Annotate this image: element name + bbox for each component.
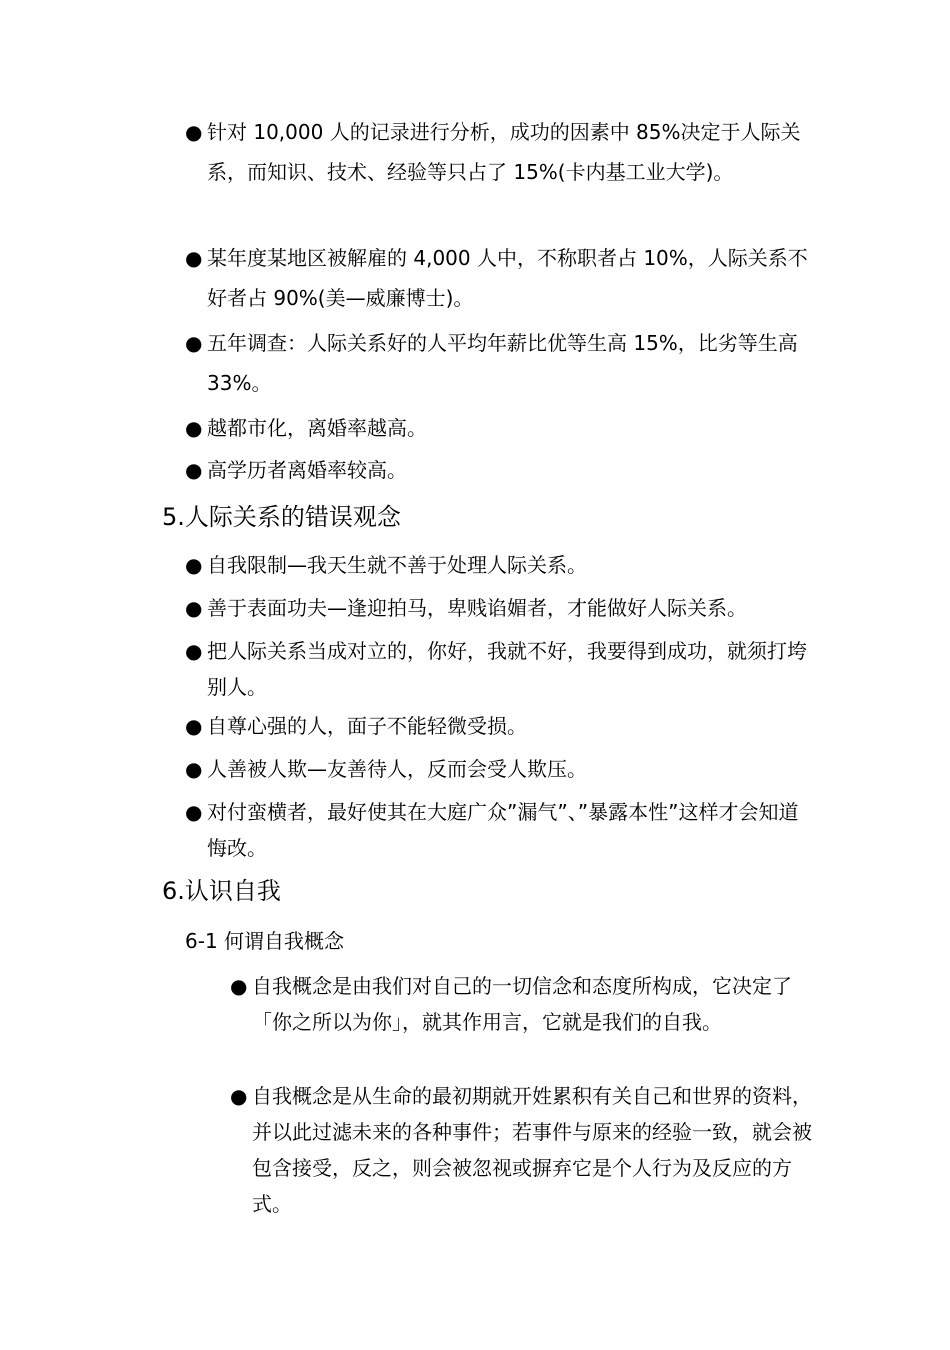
section-heading: 6.认识自我 — [162, 877, 281, 905]
list-item-text: 自我限制—我天生就不善于处理人际关系。 — [207, 553, 587, 577]
bullet-icon: ● — [230, 974, 248, 998]
section-heading: 5.人际关系的错误观念 — [162, 503, 401, 531]
list-item — [185, 794, 815, 866]
bullet-icon: ● — [185, 596, 203, 620]
list-item — [185, 749, 815, 789]
list-item — [185, 238, 815, 318]
bullet-icon: ● — [185, 120, 203, 144]
list-item-text: 越都市化，离婚率越高。 — [207, 416, 427, 440]
list-item-text: 人善被人欺—友善待人，反而会受人欺压。 — [207, 757, 587, 781]
list-item-text: 某年度某地区被解雇的 4,000 人中，不称职者占 10%，人际关系不好者占 90%(美—威廉博士)。 — [207, 246, 808, 310]
bullet-icon: ● — [185, 246, 203, 270]
list-item — [185, 450, 815, 490]
list-item — [185, 588, 815, 628]
list-item-text: 针对 10,000 人的记录进行分析，成功的因素中 85%决定于人际关系，而知识、技术、经验等只占了 15%(卡内基工业大学)。 — [207, 120, 801, 184]
bullet-icon: ● — [185, 714, 203, 738]
list-item-text: 善于表面功夫—逢迎拍马，卑贱谄媚者，才能做好人际关系。 — [207, 596, 747, 620]
list-item-text: 自我概念是由我们对自己的一切信念和态度所构成，它决定了「你之所以为你」，就其作用言，它就是我们的自我。 — [252, 974, 792, 1034]
list-item-text: 把人际关系当成对立的，你好，我就不好，我要得到成功，就须打垮别人。 — [207, 639, 807, 699]
bullet-icon: ● — [185, 757, 203, 781]
list-item — [185, 323, 815, 403]
list-item — [185, 112, 815, 192]
list-item-text: 五年调查：人际关系好的人平均年薪比优等生高 15%，比劣等生高 33%。 — [207, 331, 798, 395]
subsection-heading: 6-1 何谓自我概念 — [185, 929, 345, 953]
list-item-text: 高学历者离婚率较高。 — [207, 458, 407, 482]
list-item — [185, 545, 815, 585]
bullet-icon: ● — [230, 1084, 248, 1108]
list-item — [185, 706, 815, 746]
list-item — [230, 968, 815, 1040]
bullet-icon: ● — [185, 331, 203, 355]
list-item — [185, 633, 815, 705]
bullet-icon: ● — [185, 639, 203, 663]
bullet-icon: ● — [185, 553, 203, 577]
list-item — [230, 1078, 815, 1222]
list-item — [185, 408, 815, 448]
list-item-text: 自我概念是从生命的最初期就开姓累积有关自己和世界的资料，并以此过滤未来的各种事件；若事件与原来的经验一致，就会被包含接受，反之，则会被忽视或摒弃它是个人行为及反应的方式。 — [252, 1084, 812, 1216]
bullet-icon: ● — [185, 458, 203, 482]
bullet-icon: ● — [185, 800, 203, 824]
list-item-text: 自尊心强的人，面子不能轻微受损。 — [207, 714, 527, 738]
list-item-text: 对付蛮横者，最好使其在大庭广众”漏气”、”暴露本性”这样才会知道悔改。 — [207, 800, 799, 860]
bullet-icon: ● — [185, 416, 203, 440]
